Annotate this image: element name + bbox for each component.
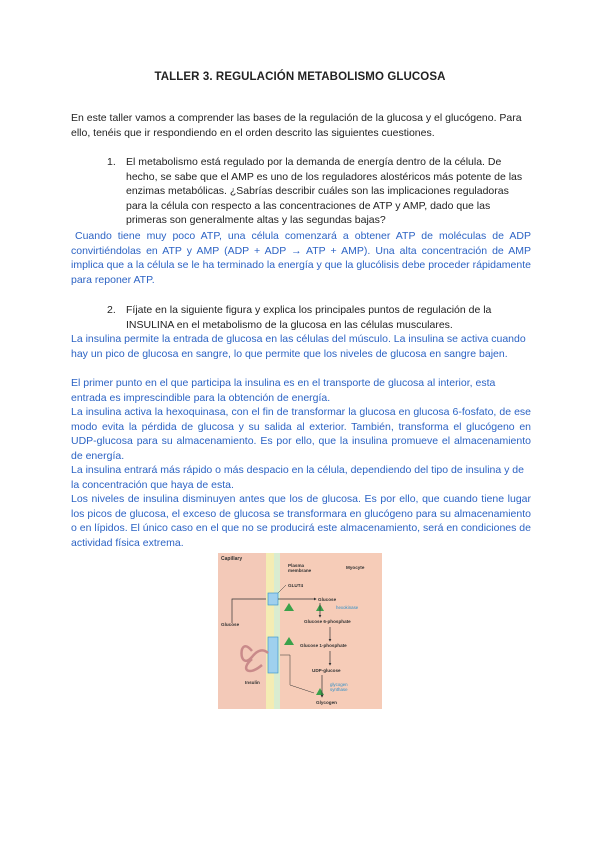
label-glycogen-synthase-2: synthase xyxy=(330,687,348,692)
label-glucose-inside: Glucose xyxy=(318,597,337,602)
label-hexokinase: hexokinase xyxy=(336,605,359,610)
membrane-band-yellow xyxy=(266,553,274,709)
question-2-number: 2. xyxy=(107,304,116,316)
label-insulin: Insulin xyxy=(245,680,260,685)
label-glut4: GLUT4 xyxy=(288,583,304,588)
capillary-region xyxy=(218,553,266,709)
question-1-number: 1. xyxy=(107,156,116,168)
question-1-text: El metabolismo está regulado por la demanda de energía dentro de la célula. De hecho, se sabe que el AMP es uno de los reguladores alostéricos más potente de las enzimas metabólicas. ¿Sabrías describir cuáles son las implicaciones reguladoras para la célula con respecto a las concentraciones de ATP y AMP, dado que las primeras son generalmente altas y las segundas bajas? xyxy=(126,156,523,227)
glut4-transporter-icon xyxy=(268,593,278,605)
insulin-glucose-figure xyxy=(218,553,382,709)
label-udp-glucose: UDP-glucose xyxy=(312,668,341,673)
insulin-receptor-icon xyxy=(268,637,278,673)
answer-2-paragraph-5: Los niveles de insulina disminuyen antes que los de glucosa. Es por ello, que cuando tiene lugar los picos de glucosa, el exceso de glucosa se transformara en glucógeno para su almacenamiento o en lípidos. El único caso en el que no se producirá este almacenamiento, será en condiciones de actividad física extrema. xyxy=(71,493,531,549)
document-title: TALLER 3. REGULACIÓN METABOLISMO GLUCOSA xyxy=(154,71,446,83)
label-glycogen: Glycogen xyxy=(316,700,337,705)
answer-1: Cuando tiene muy poco ATP, una célula comenzará a obtener ATP de moléculas de ADP convirtiéndolas en ATP y AMP (ADP + ADP → ATP + AMP). Una alta concentración de AMP implica que a la célula se le ha terminado la energía y que la glucólisis debe proceder rápidamente para reponer ATP. xyxy=(71,230,531,286)
label-capillary: Capillary xyxy=(221,556,243,562)
answer-2-paragraph-2: El primer punto en el que participa la insulina es en el transporte de glucosa al interior, esta entrada es imprescindible para la obtención de energía. xyxy=(71,377,496,404)
label-glucose-6-phosphate: Glucose 6-phosphate xyxy=(304,619,351,624)
intro-paragraph: En este taller vamos a comprender las bases de la regulación de la glucosa y el glucógeno. Para ello, tenéis que ir respondiendo en el orden descrito las siguientes cuestiones. xyxy=(71,112,522,139)
label-myocyte: Myocyte xyxy=(346,565,365,570)
answer-2-paragraph-1: La insulina permite la entrada de glucosa en las células del músculo. La insulina se activa cuando hay un pico de glucosa en sangre, lo que permite que los niveles de glucosa en sangre bajen. xyxy=(71,333,526,360)
answer-2-paragraph-3: La insulina activa la hexoquinasa, con el fin de transformar la glucosa en glucosa 6-fosfato, de ese modo evita la pérdida de glucosa y su salida al exterior. También, transforma el glucógeno en UDP-glucosa para su almacenamiento. Es por ello, que la insulina promueve el almacenamiento de energía. xyxy=(71,406,531,462)
label-glycogen-synthase-1: glycogen xyxy=(330,682,348,687)
label-membrane: membrane xyxy=(288,568,312,573)
label-glucose-1-phosphate: Glucose 1-phosphate xyxy=(300,643,347,648)
question-2-text: Fíjate en la siguiente figura y explica los principales puntos de regulación de la INSULINA en el metabolismo de la glucosa en las células musculares. xyxy=(126,304,492,331)
label-glucose-outside: Glucose xyxy=(221,622,240,627)
answer-2-paragraph-4: La insulina entrará más rápido o más despacio en la célula, dependiendo del tipo de insulina y de la concentración que haya de esta. xyxy=(71,464,524,491)
label-plasma: Plasma xyxy=(288,563,305,568)
membrane-band-green xyxy=(274,553,280,709)
